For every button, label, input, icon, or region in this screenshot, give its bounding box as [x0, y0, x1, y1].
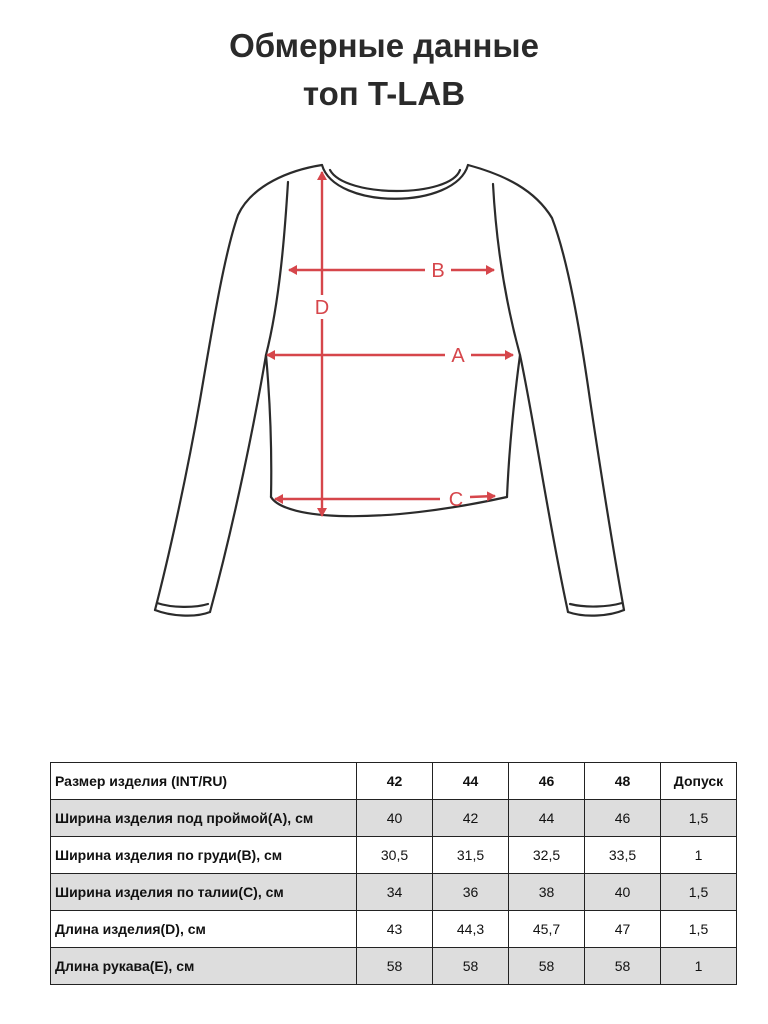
table-row — [51, 874, 737, 911]
row-label-cell: Длина рукава(E), см — [51, 948, 357, 985]
value-cell: 33,5 — [585, 837, 661, 874]
value-cell: 58 — [585, 948, 661, 985]
page-title: Обмерные данные — [229, 27, 539, 64]
table-row — [51, 911, 737, 948]
value-cell: 32,5 — [509, 837, 585, 874]
left-sleeve-inner — [210, 182, 288, 612]
table-row — [51, 837, 737, 874]
value-cell: 1,5 — [661, 800, 737, 837]
value-cell: 48 — [585, 763, 661, 800]
label-c: C — [448, 489, 464, 511]
value-cell: 30,5 — [357, 837, 433, 874]
table-row — [51, 800, 737, 837]
value-cell: 1,5 — [661, 911, 737, 948]
neckline-inner — [330, 170, 460, 191]
size-table-body — [51, 763, 737, 985]
body-left-side — [266, 355, 271, 497]
value-cell: 46 — [585, 800, 661, 837]
value-cell: Допуск — [661, 763, 737, 800]
value-cell: 44,3 — [433, 911, 509, 948]
value-cell: 42 — [433, 800, 509, 837]
table-row — [51, 948, 737, 985]
value-cell: 44 — [433, 763, 509, 800]
right-sleeve-inner — [493, 184, 568, 612]
row-label-cell: Размер изделия (INT/RU) — [51, 763, 357, 800]
row-label-cell: Ширина изделия по талии(C), см — [51, 874, 357, 911]
value-cell: 40 — [585, 874, 661, 911]
label-a: A — [451, 345, 465, 367]
row-label-cell: Ширина изделия по груди(B), см — [51, 837, 357, 874]
left-sleeve-outline — [155, 165, 322, 610]
value-cell: 45,7 — [509, 911, 585, 948]
label-b: B — [431, 260, 445, 282]
row-label-cell: Ширина изделия под проймой(A), см — [51, 800, 357, 837]
value-cell: 34 — [357, 874, 433, 911]
measure-line-c-tail — [470, 496, 495, 497]
value-cell: 46 — [509, 763, 585, 800]
right-sleeve-outline — [468, 165, 624, 610]
label-d: D — [314, 297, 330, 319]
left-cuff — [155, 603, 210, 616]
size-table — [50, 762, 737, 985]
value-cell: 43 — [357, 911, 433, 948]
value-cell: 1 — [661, 837, 737, 874]
value-cell: 47 — [585, 911, 661, 948]
row-label-cell: Длина изделия(D), см — [51, 911, 357, 948]
table-header-row — [51, 763, 737, 800]
right-cuff — [568, 603, 624, 616]
value-cell: 58 — [433, 948, 509, 985]
body-right-side — [507, 355, 520, 497]
value-cell: 58 — [509, 948, 585, 985]
value-cell: 58 — [357, 948, 433, 985]
value-cell: 36 — [433, 874, 509, 911]
value-cell: 31,5 — [433, 837, 509, 874]
value-cell: 1,5 — [661, 874, 737, 911]
value-cell: 42 — [357, 763, 433, 800]
value-cell: 44 — [509, 800, 585, 837]
value-cell: 38 — [509, 874, 585, 911]
garment-sketch — [0, 150, 768, 630]
value-cell: 40 — [357, 800, 433, 837]
page-subtitle: топ T-LAB — [302, 75, 466, 112]
value-cell: 1 — [661, 948, 737, 985]
